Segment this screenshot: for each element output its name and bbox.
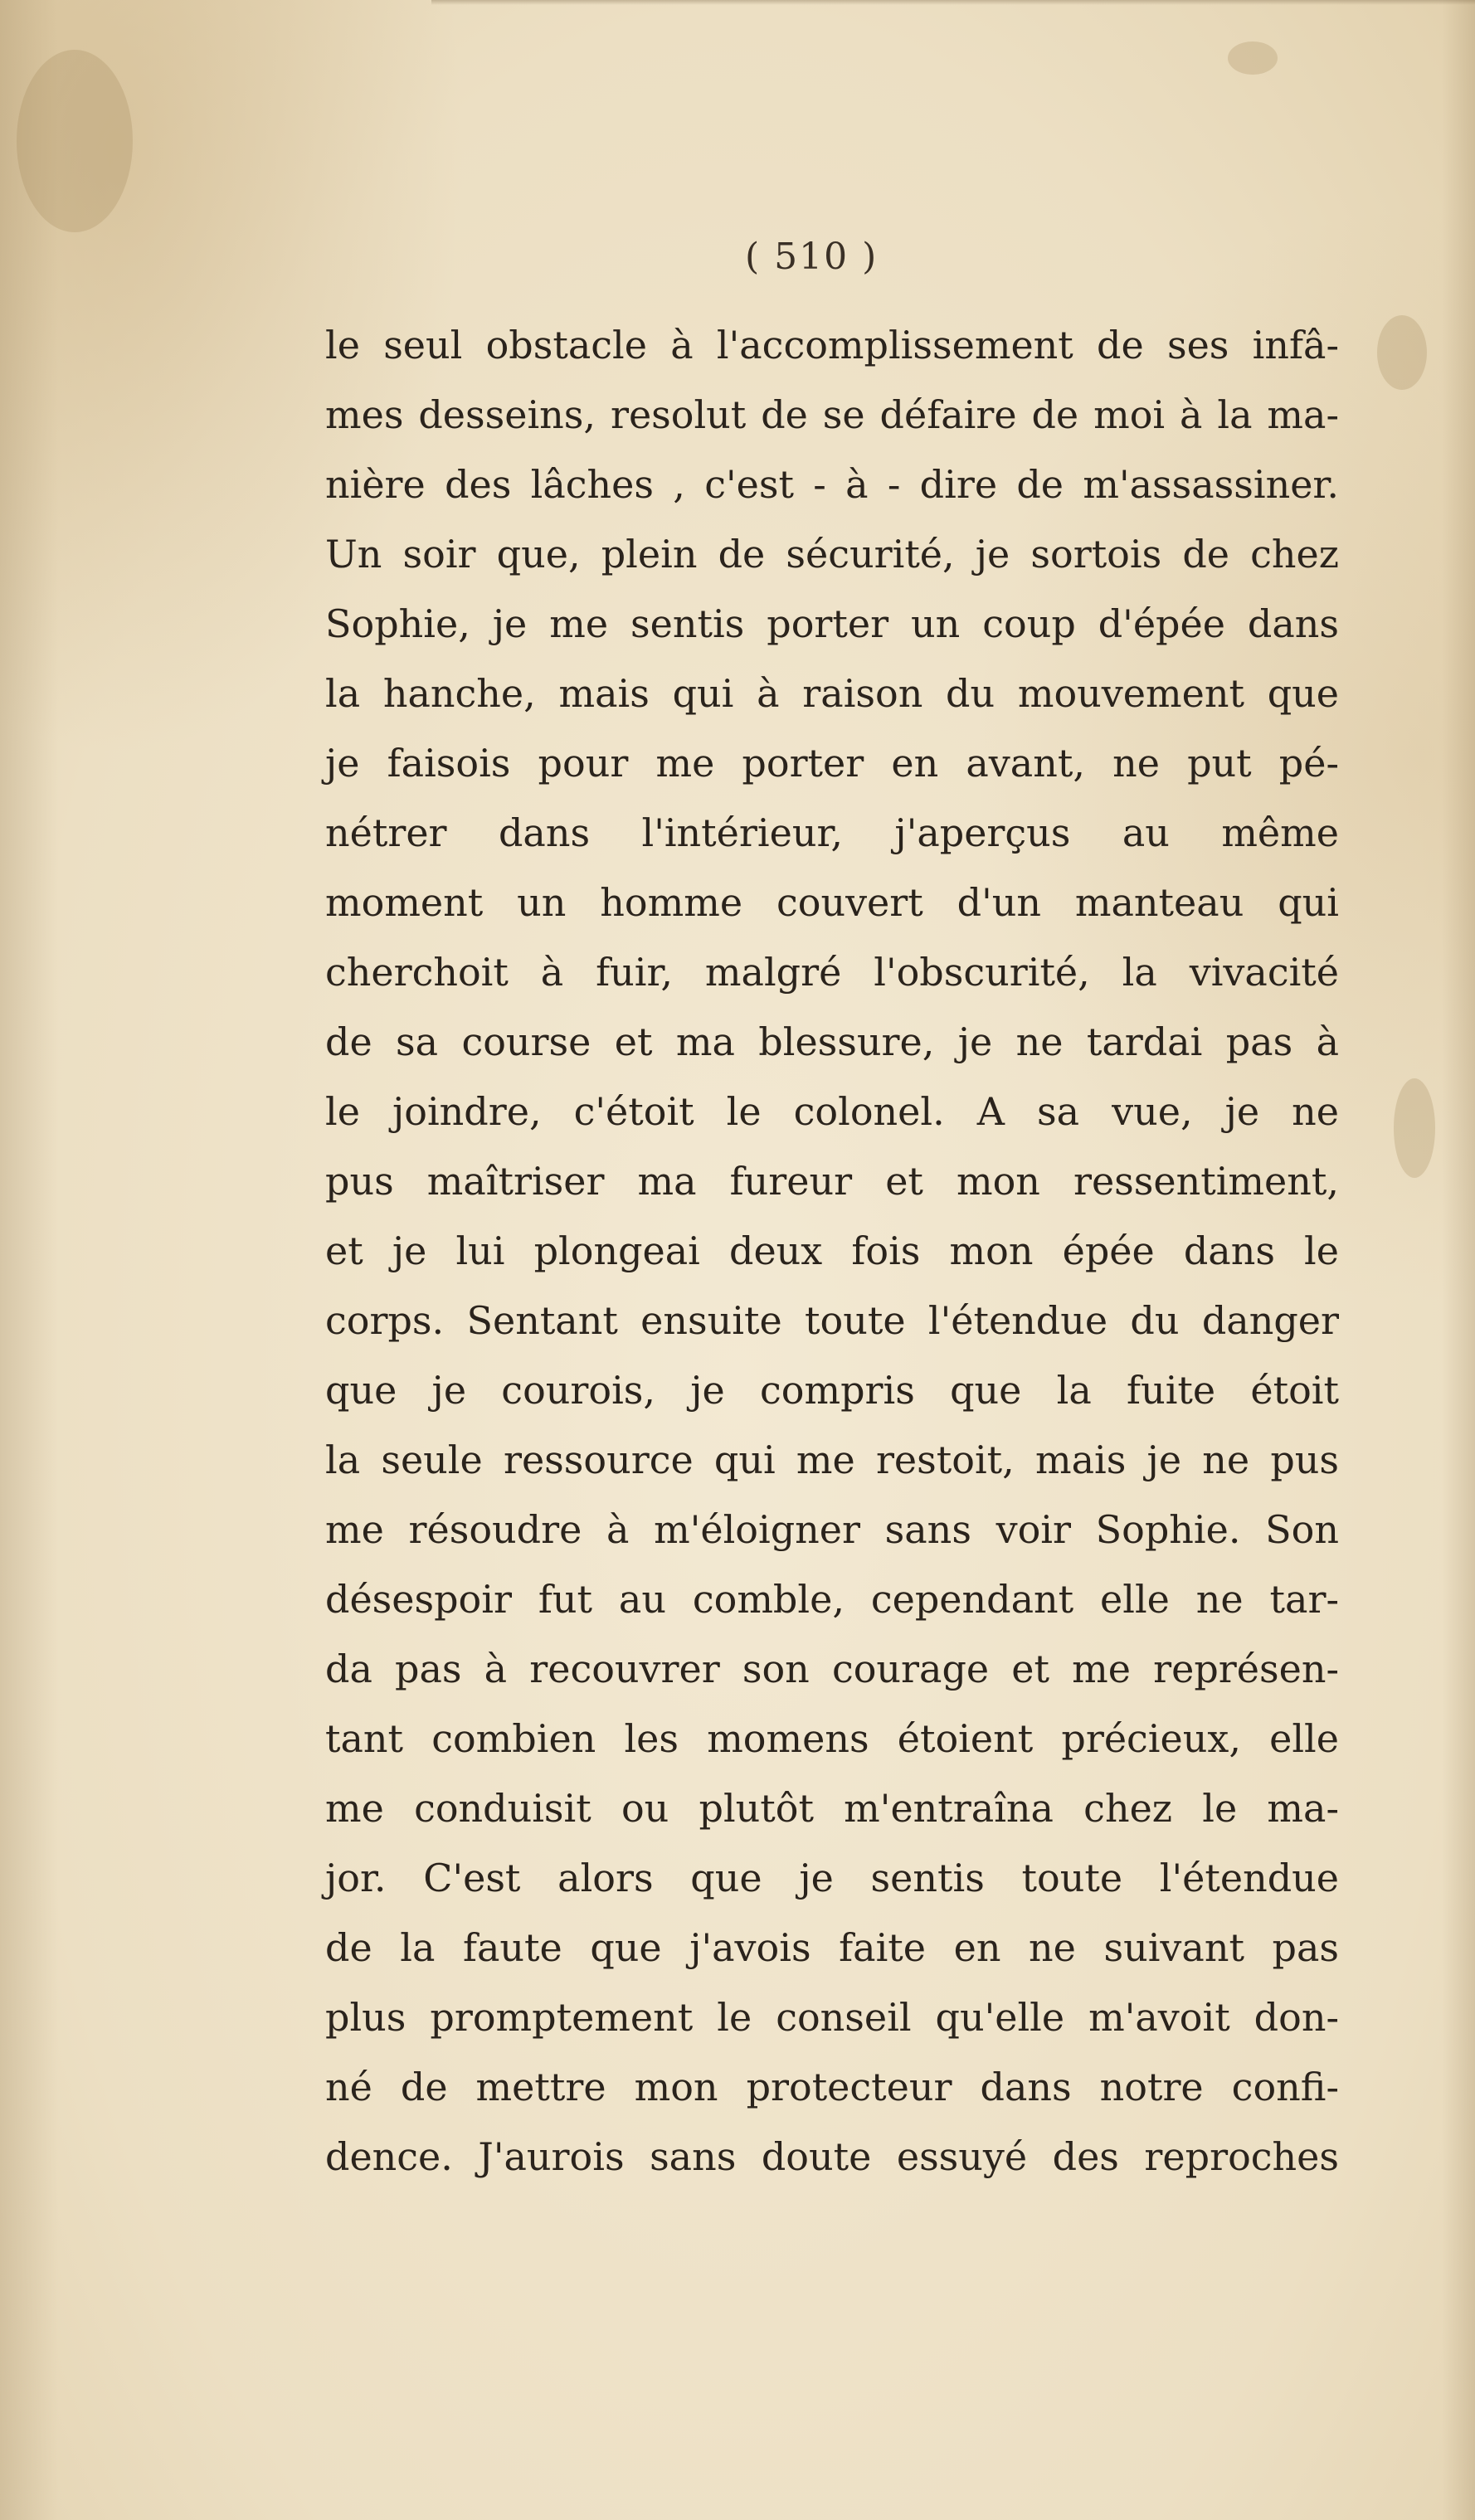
text-line: moment un homme couvert d'un manteau qui (325, 880, 1339, 925)
text-line: le joindre, c'étoit le colonel. A sa vue, je ne (325, 1089, 1339, 1134)
text-line: le seul obstacle à l'accomplissement de ses infâ- (325, 323, 1339, 367)
text-line: et je lui plongeai deux fois mon épée dans le (325, 1228, 1339, 1273)
paper-stain (17, 50, 133, 232)
paper-stain (1394, 1078, 1435, 1178)
text-line: la hanche, mais qui à raison du mouvement que (325, 671, 1339, 716)
text-line: dence. J'aurois sans doute essuyé des reproches (325, 2134, 1339, 2179)
text-line: corps. Sentant ensuite toute l'étendue du danger (325, 1298, 1339, 1343)
text-line: que je courois, je compris que la fuite étoit (325, 1368, 1339, 1413)
page-right-edge (1442, 0, 1475, 2520)
text-line: Un soir que, plein de sécurité, je sortois de chez (325, 532, 1339, 576)
text-line: de sa course et ma blessure, je ne tardai pas à (325, 1019, 1339, 1064)
text-line: plus promptement le conseil qu'elle m'avoit don- (325, 1995, 1339, 2040)
page-number: ( 510 ) (745, 236, 879, 278)
text-line: pus maîtriser ma fureur et mon ressentiment, (325, 1159, 1339, 1204)
page-top-edge (431, 0, 1475, 5)
paper-stain (1228, 41, 1278, 75)
text-line: nétrer dans l'intérieur, j'aperçus au même (325, 810, 1339, 855)
text-line: mes desseins, resolut de se défaire de moi à la ma- (325, 392, 1339, 437)
text-line: je faisois pour me porter en avant, ne put pé- (325, 741, 1339, 786)
text-line: de la faute que j'avois faite en ne suivant pas (325, 1925, 1339, 1970)
text-line: jor. C'est alors que je sentis toute l'étendue (325, 1856, 1339, 1900)
text-line: me résoudre à m'éloigner sans voir Sophie. Son (325, 1507, 1339, 1552)
text-line: cherchoit à fuir, malgré l'obscurité, la vivacité (325, 950, 1339, 995)
body-text (325, 310, 1339, 2192)
text-line: da pas à recouvrer son courage et me représen- (325, 1647, 1339, 1691)
text-line: me conduisit ou plutôt m'entraîna chez le ma- (325, 1786, 1339, 1831)
text-line: désespoir fut au comble, cependant elle ne tar- (325, 1577, 1339, 1622)
paper-stain (1377, 315, 1427, 390)
text-line: né de mettre mon protecteur dans notre confi- (325, 2065, 1339, 2109)
text-line: Sophie, je me sentis porter un coup d'épée dans (325, 601, 1339, 646)
text-line: nière des lâches , c'est - à - dire de m'assassiner. (325, 462, 1339, 507)
text-line: tant combien les momens étoient précieux, elle (325, 1716, 1339, 1761)
text-line: la seule ressource qui me restoit, mais je ne pus (325, 1438, 1339, 1482)
page-left-edge (0, 0, 58, 2520)
